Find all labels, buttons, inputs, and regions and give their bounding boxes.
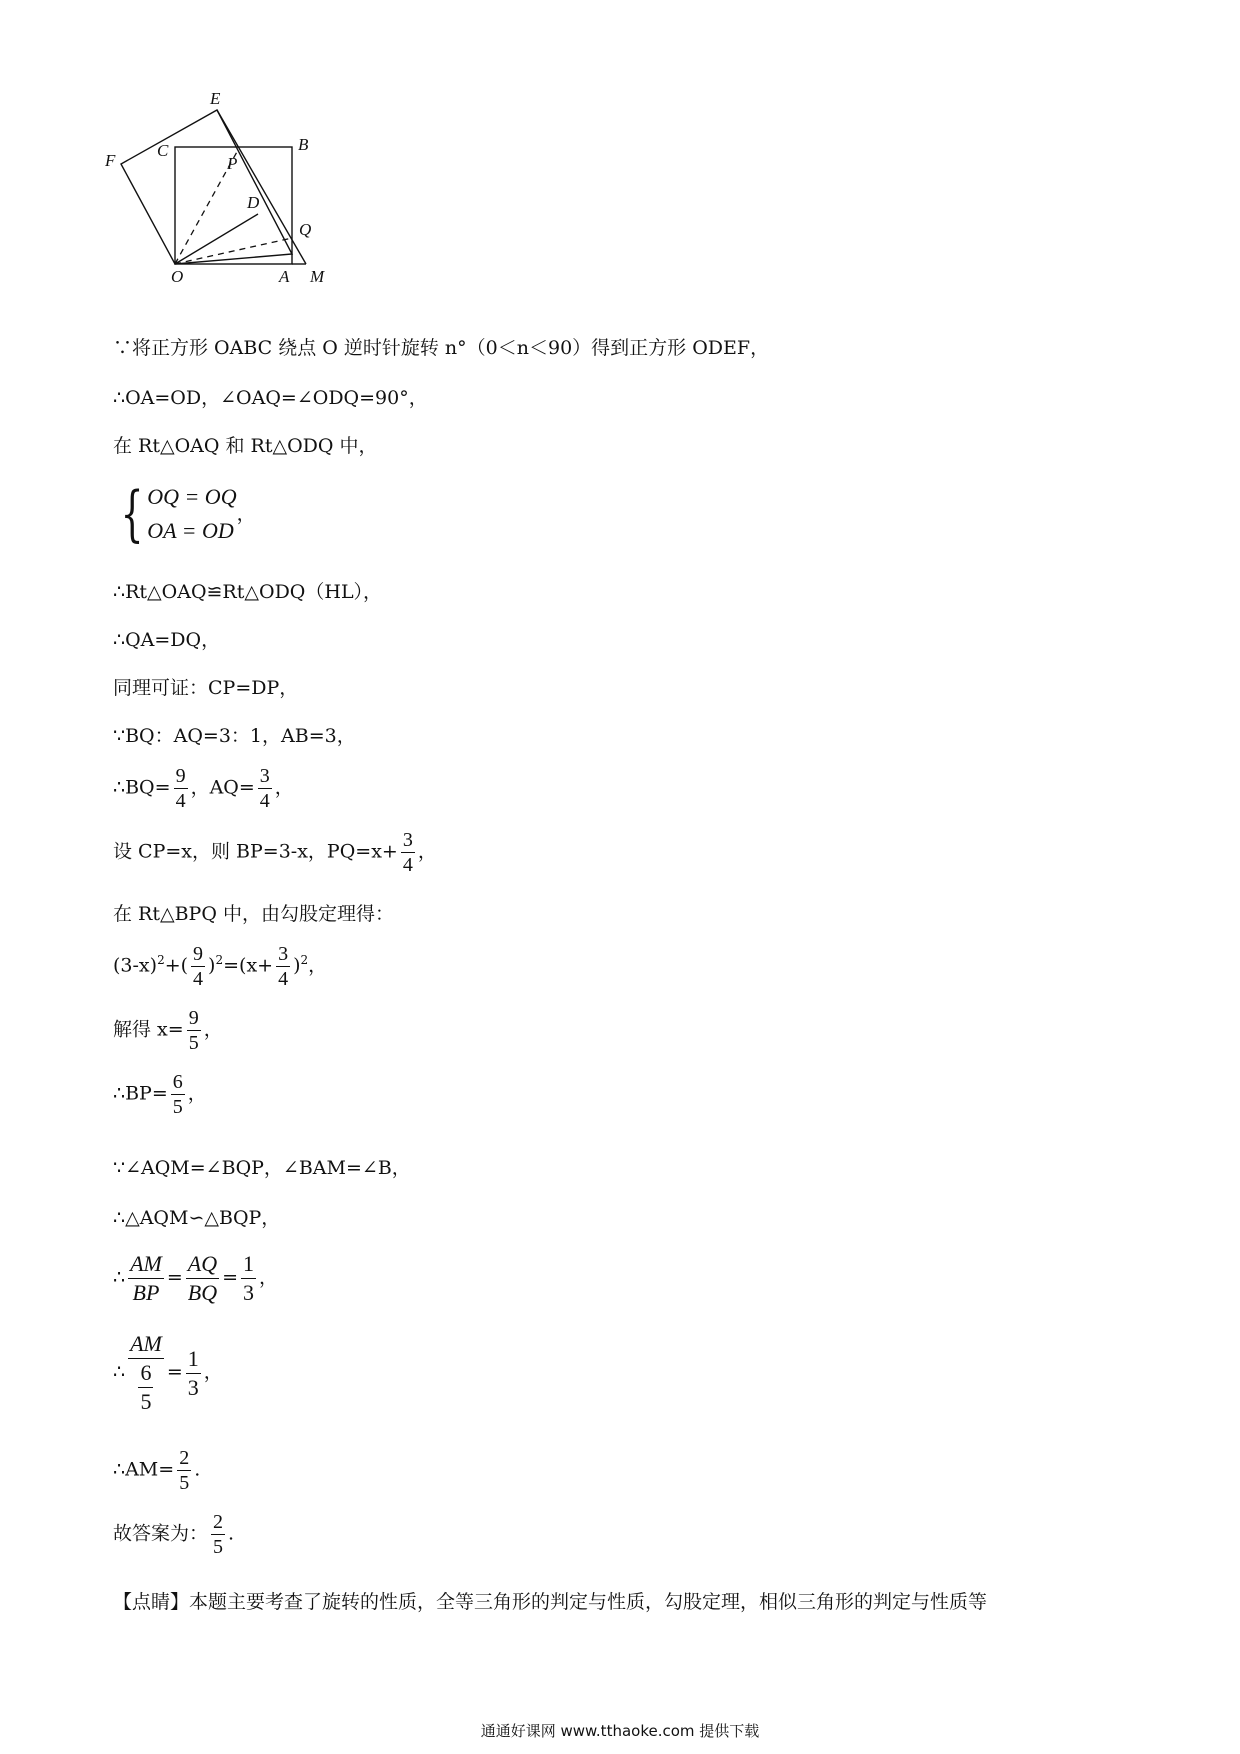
system-tail: ， [236,503,256,525]
text-segment: ， [203,1361,223,1383]
text-segment: ， [417,840,437,863]
text-segment: ， [308,954,328,977]
text-segment: ∴AM= [113,1458,175,1481]
text-segment: ， [187,1082,207,1105]
text-segment: ∴ [113,1361,126,1383]
text-segment: ， [203,1018,223,1041]
solution-line-7: 同理可证：CP=DP， [113,677,299,699]
label-o: O [171,267,184,286]
text-segment: . [228,1522,235,1545]
label-f: F [105,151,116,170]
superscript: 2 [157,953,165,968]
text-segment: ∴ [113,1266,126,1289]
left-brace: { [120,479,144,549]
text-segment: ， [259,1266,279,1289]
text-segment: ，AQ= [190,776,255,799]
label-d: D [247,193,260,212]
text-segment: . [194,1458,201,1481]
label-b: B [298,135,309,154]
geometry-figure [105,92,385,312]
solution-line-15: ∵∠AQM=∠BQP，∠BAM=∠B， [113,1157,411,1179]
label-q: Q [299,220,312,239]
text-segment: =(x+ [223,954,274,977]
superscript: 2 [215,953,224,968]
solution-line-6: ∴QA=DQ， [113,629,221,651]
solution-line-18 [113,1330,223,1416]
superscript: 2 [300,953,309,968]
equals-sign: = [166,1266,183,1289]
fraction-am-bp: $\frac{AM}{BP}$ [130,1251,162,1305]
page-footer: 通通好课网 www.tthaoke.com 提供下载 [480,1722,760,1740]
fraction-one-third: $\frac{1}{3}$ [243,1251,255,1305]
fraction-nine-fourths: $\frac{9}{4}$ [175,765,186,812]
solution-line-5: ∴Rt△OAQ≌Rt△ODQ（HL）， [113,581,383,603]
system-eq-2: OA = OD [147,518,234,543]
text-segment: +( [164,954,189,977]
fraction-two-fifths: $\frac{2}{5}$ [213,1511,224,1558]
fraction-nine-fourths: $\frac{9}{4}$ [193,943,204,990]
solution-line-20 [113,1510,234,1559]
label-a: A [279,267,290,286]
solution-line-17 [113,1250,278,1307]
solution-line-11: 在 Rt△BPQ 中，由勾股定理得： [113,903,394,925]
compound-fraction: $\frac{AM}{\frac{6}{5}}$ [130,1331,162,1414]
text-segment: 解得 x= [113,1018,184,1041]
fraction-nine-fifths: $\frac{9}{5}$ [188,1007,199,1054]
fraction-three-fourths: $\frac{3}{4}$ [278,943,289,990]
fraction-six-fifths: $\frac{6}{5}$ [140,1360,152,1414]
text-segment: 设 CP=x，则 BP=3-x，PQ=x+ [113,840,398,863]
dashed-oq [175,238,292,264]
text-segment: 故答案为： [113,1522,209,1545]
fraction-two-fifths: $\frac{2}{5}$ [179,1447,190,1494]
label-p: P [227,154,238,173]
fraction-three-fourths: $\frac{3}{4}$ [402,829,413,876]
fraction-three-fourths: $\frac{3}{4}$ [259,765,270,812]
solution-line-19 [113,1446,200,1495]
equals-sign: = [222,1266,239,1289]
text-segment: ) [293,954,301,977]
label-m: M [310,267,325,286]
solution-line-13 [113,1006,223,1055]
text-segment: (3-x) [113,954,158,977]
solution-summary: 【点睛】本题主要考查了旋转的性质，全等三角形的判定与性质，勾股定理，相似三角形的判定与性质等 [113,1591,988,1613]
solution-line-8: ∵BQ：AQ=3：1，AB=3， [113,725,356,747]
text-segment: ) [208,954,216,977]
solution-line-3: 在 Rt△OAQ 和 Rt△ODQ 中， [113,435,378,457]
equation-system [113,480,256,548]
fraction-six-fifths: $\frac{6}{5}$ [172,1071,183,1118]
solution-line-10 [113,828,437,877]
solution-line-14 [113,1070,207,1119]
square-odef [121,110,292,264]
text-segment: ∴BQ= [113,776,171,799]
solution-line-9 [113,764,294,813]
fraction-one-third: $\frac{1}{3}$ [187,1345,199,1400]
fraction-aq-bq: $\frac{AQ}{BQ}$ [187,1251,218,1305]
solution-line-12 [113,942,327,991]
text-segment: ， [274,776,294,799]
solution-line-2: ∴OA=OD，∠OAQ=∠ODQ=90°， [113,387,428,409]
segment-od [175,214,258,264]
solution-line-16: ∴△AQM∽△BQP， [113,1207,281,1229]
solution-line-1: ∵将正方形 OABC 绕点 O 逆时针旋转 n°（0＜n＜90）得到正方形 ODEF， [113,337,770,359]
label-c: C [157,141,169,160]
text-segment: ∴BP= [113,1082,168,1105]
label-e: E [210,92,221,108]
system-eq-1: OQ = OQ [147,484,237,509]
equals-sign: = [166,1361,183,1383]
